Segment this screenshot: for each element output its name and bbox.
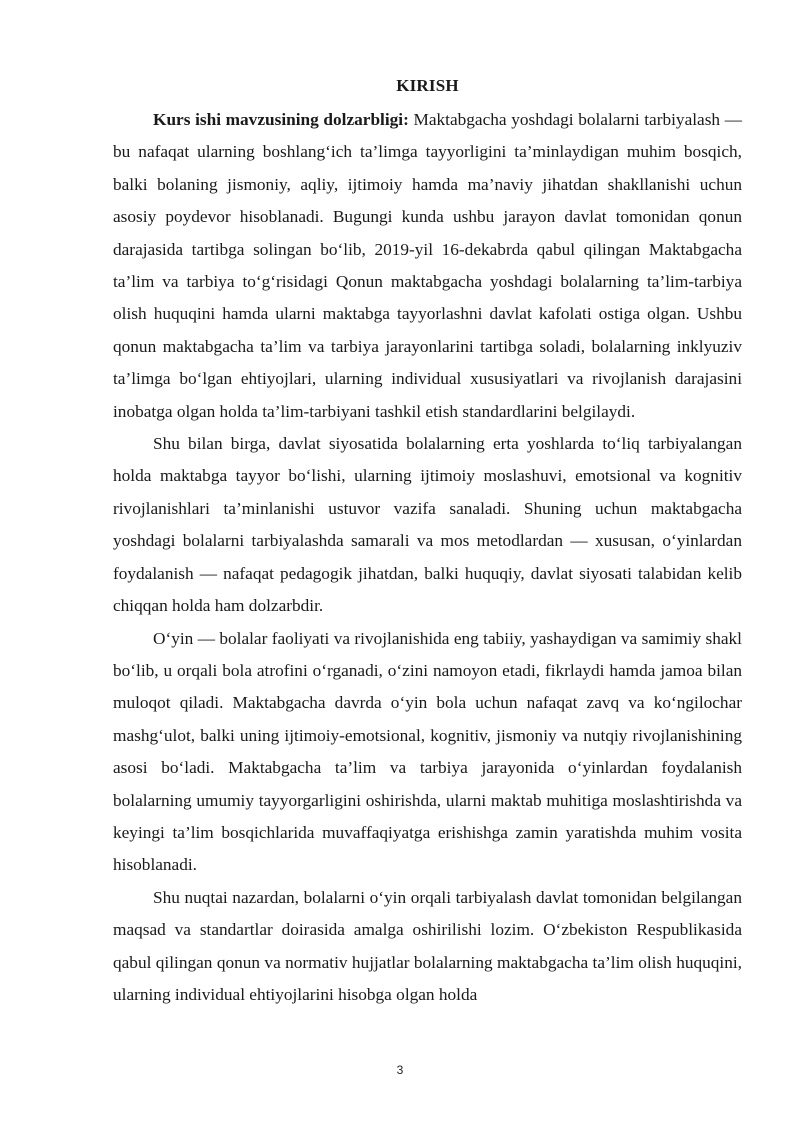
paragraph-text: Maktabgacha yoshdagi bolalarni tarbiyalash — bu nafaqat ularning boshlang‘ich ta’limga tayyorligini ta’minlaydigan muhim bosqich, balki bolaning jismoniy, aqliy, ijtimoiy hamda ma’naviy jihatdan shakllanishi uchun asosiy poydevor hisoblanadi. Bugungi kunda ushbu jarayon davlat tomonidan qonun darajasida tartibga solingan bo‘lib, 2019-yil 16-dekabrda qabul qilingan Maktabgacha ta’lim va tarbiya to‘g‘risidagi Qonun maktabgacha yoshdagi bolalarning ta’lim-tarbiya olish huquqini hamda ularni maktabga tayyorlashni davlat kafolati ostiga olgan. Ushbu qonun maktabgacha ta’lim va tarbiya jarayonlarini tartibga soladi, bolalarning inklyuziv ta’limga bo‘lgan ehtiyojlari, ularning individual xususiyatlari va rivojlanish darajasini inobatga olgan holda ta’lim-tarbiyani tashkil etish standardlarini belgilaydi.: [113, 110, 742, 421]
document-body: [113, 76, 742, 1011]
page-number: 3: [396, 1063, 404, 1077]
document-title: KIRISH: [396, 76, 459, 95]
paragraph-lead: Kurs ishi mavzusining dolzarbligi:: [153, 110, 409, 129]
paragraph-standards: Shu nuqtai nazardan, bolalarni o‘yin orqali tarbiyalash davlat tomonidan belgilangan maqsad va standartlar doirasida amalga oshirilishi lozim. O‘zbekiston Respublikasida qabul qilingan qonun va normativ hujjatlar bolalarning maktabgacha ta’lim olish huquqini, ularning individual ehtiyojlarini hisobga olgan holda: [113, 887, 742, 1004]
paragraph-relevance: [113, 104, 742, 428]
paragraph-play: O‘yin — bolalar faoliyati va rivojlanishida eng tabiiy, yashaydigan va samimiy shakl bo‘lib, u orqali bola atrofini o‘rganadi, o‘zini namoyon etadi, fikrlaydi hamda jamoa bilan muloqot qiladi. Maktabgacha davrda o‘yin bola uchun nafaqat zavq va ko‘ngilochar mashg‘ulot, balki uning ijtimoiy-emotsional, kognitiv, jismoniy va nutqiy rivojlanishining asosi bo‘ladi. Maktabgacha ta’lim va tarbiya jarayonida o‘yinlardan foydalanish bolalarning umumiy tayyorgarligini oshirishda, ularni maktab muhitiga moslashtirishda va keyingi ta’lim bosqichlarida muvaffaqiyatga erishishga zamin yaratishda muhim vosita hisoblanadi.: [113, 628, 742, 875]
paragraph-state-policy: Shu bilan birga, davlat siyosatida bolalarning erta yoshlarda to‘liq tarbiyalangan holda maktabga tayyor bo‘lishi, ularning ijtimoiy moslashuvi, emotsional va kognitiv rivojlanishlari ta’minlanishi ustuvor vazifa sanaladi. Shuning uchun maktabgacha yoshdagi bolalarni tarbiyalashda samarali va mos metodlardan — xususan, o‘yinlardan foydalanish — nafaqat pedagogik jihatdan, balki huquqiy, davlat siyosati talabidan kelib chiqqan holda ham dolzarbdir.: [113, 434, 742, 616]
